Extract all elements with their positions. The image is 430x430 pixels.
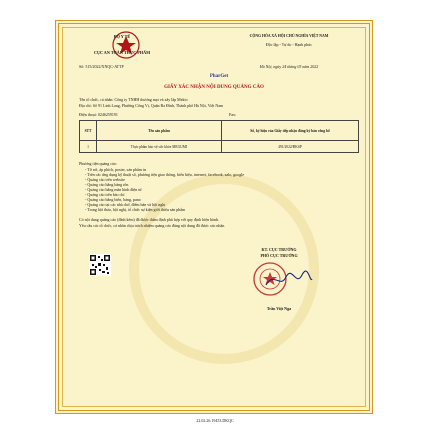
document-title: GIẤY XÁC NHẬN NỘI DUNG QUẢNG CÁO <box>164 85 264 90</box>
product-table <box>79 120 359 153</box>
ad-form-intro: Phương tiện quảng cáo: <box>79 161 117 166</box>
list-item: - Trong hội thảo, hội nghị, tổ chức sự kiện giới thiệu sản phẩm <box>85 207 186 212</box>
list-item: - Quảng cáo bằng biển, bảng, pano <box>85 197 141 202</box>
place-date: Hà Nội, ngày 24 tháng 03 năm 2022 <box>259 64 319 69</box>
brand-logo: PharGet <box>209 74 229 79</box>
row-stt: 1 <box>80 141 97 153</box>
company-name: Tên tổ chức, cá nhân: Công ty TNHH thương mại và xây lắp Mekio <box>79 97 188 102</box>
ministry-name: BỘ Y TẾ <box>113 34 131 39</box>
header-product: Tên sản phẩm <box>97 121 222 141</box>
signer-name: Trần Việt Nga <box>266 306 292 311</box>
signature-scribble <box>264 269 314 291</box>
qr-code <box>89 254 111 276</box>
country-name: CỘNG HÒA XÃ HỘI CHỦ NGHĨA VIỆT NAM <box>249 34 329 38</box>
list-item: - Quảng cáo tại các nhà chờ, điểm bán và hội nghị <box>85 202 166 207</box>
footer-code: 22.02.26.19453.DKQC <box>196 418 234 423</box>
ad-form-list <box>85 167 244 212</box>
agency-name: CỤC AN TOÀN THỰC PHẨM <box>93 50 151 55</box>
header-stt: STT <box>80 121 97 141</box>
signature-title-1: KT. CỤC TRƯỞNG <box>261 247 297 252</box>
table-header-row <box>80 121 359 141</box>
list-item: - Quảng cáo trên báo chí <box>85 192 125 197</box>
list-item: - Quảng cáo bằng băng rôn <box>85 182 129 187</box>
motto: Độc lập - Tự do - Hạnh phúc <box>265 42 313 47</box>
row-code: 491/2022/ĐKSP <box>222 141 359 153</box>
company-fax: Fax: <box>229 112 237 117</box>
list-item: - Quảng cáo bằng màn hình điện tử <box>85 187 142 192</box>
row-product: Thực phẩm bảo vệ sức khỏe MEGUMI <box>97 141 222 153</box>
ad-form-note-1: Có nội dung quảng cáo (đính kèm) đã được thẩm định phù hợp với quy định hiện hành. <box>79 217 219 222</box>
doc-number: Số: 515/2022/XNQC-ATTP <box>79 64 124 69</box>
document-frame <box>55 20 373 414</box>
company-address: Địa chỉ: Số 91 Linh Lang, Phường Cống Vị, Quận Ba Đình, Thành phố Hà Nội, Việt Nam <box>79 103 224 108</box>
ad-form-note-2: Yêu cầu các tổ chức, cá nhân chịu trách nhiệm quảng cáo đúng nội dung đã được xác nhận. <box>79 223 226 228</box>
company-phone: Điện thoại: 0246259191 <box>79 112 118 117</box>
table-row <box>80 141 359 153</box>
list-item: - Tờ rơi, áp phích, poster, sản phẩm in <box>85 167 146 172</box>
signature-title-2: PHÓ CỤC TRƯỞNG <box>260 253 298 258</box>
list-item: - Quảng cáo trên website <box>85 177 125 182</box>
header-code: Số, ký hiệu của Giấy tiếp nhận đăng ký bản công bố <box>222 121 359 141</box>
list-item: - Trên các ứng dụng kỹ thuật số, phương tiện giao thông, biển hiệu, internet, facebook, zalo, google <box>85 172 245 177</box>
